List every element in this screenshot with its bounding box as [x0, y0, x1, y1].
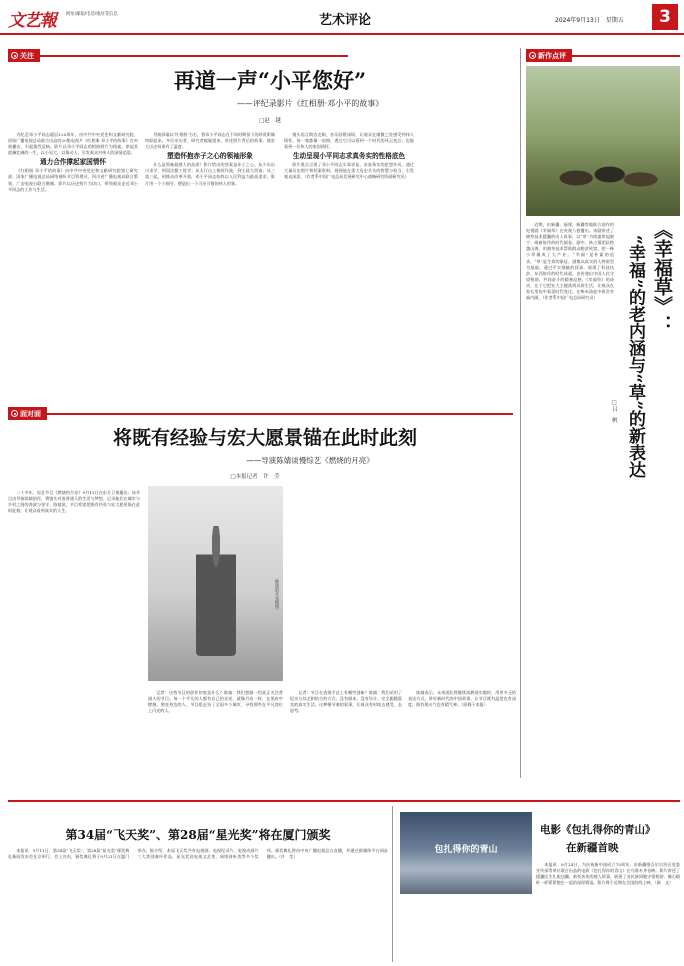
circle-bullet-icon	[11, 410, 18, 417]
interview-byline: □本报记者 许 莹	[230, 474, 280, 480]
sidebar-byline: □吕 帆	[611, 400, 617, 423]
subheading: 生动呈现小平同志求真务实的性格底色	[292, 152, 406, 161]
paragraph: 《红相册·邓小平的故事》由中共中央党史和文献研究院第七研究部、国家广播电视总局网络视听节目管理司、四川省广播电视局联合策划，广安电视台联合摄制。影片以历史照片为切口，带领观众走近邓小平同志的工作与生活。	[8, 168, 138, 192]
news-headline-shanhe: 电影《包扎得你的青山》	[540, 824, 656, 836]
paragraph: 二十多年，综艺节目《燃烧的月亮》9月13日在东方卫视播出。该节目由导演陈婧创作，将镜头对准普通人的生活与梦想，记录他们在城市与乡村之间的奔波与坚守。陈婧说，节目希望把既有经验与宏大愿景锚在此时此刻，让观众看到真实的人生。	[8, 490, 140, 514]
sidebar-text	[526, 222, 614, 762]
section-tag-label: 面对面	[20, 409, 41, 418]
masthead-info: 网址/邮箱/电话/地址等信息	[66, 12, 118, 17]
interview-column-4	[408, 690, 516, 795]
subheading: 通力合作撑起家国情怀	[40, 158, 106, 167]
bottom-divider	[8, 800, 680, 802]
sidebar-title-line-1: 《幸福草》：	[651, 220, 673, 334]
newspaper-logo: 文艺報	[8, 11, 56, 31]
article-column-3	[284, 132, 414, 412]
masthead-rule	[0, 33, 684, 35]
interview-column-3	[290, 690, 402, 795]
section-tag-label: 新作点评	[538, 51, 566, 60]
article-column-1	[8, 132, 138, 412]
section-title: 艺术评论	[318, 13, 371, 28]
column-divider	[520, 48, 521, 778]
subheading: 塑造怀抱赤子之心的领袖形象	[167, 152, 253, 161]
news-headline-shanhe-2: 在新疆首映	[566, 842, 619, 854]
news-text-shanhe	[400, 862, 680, 962]
section-rule	[47, 413, 513, 415]
sidebar-title-line-2: “幸福”的老内涵与“草”的新表达	[625, 235, 645, 479]
section-bar-xinzuo	[526, 49, 680, 62]
circle-bullet-icon	[11, 52, 18, 59]
news-text-feitian	[8, 848, 388, 960]
sidebar-photo	[526, 66, 680, 216]
paragraph: 记者：这档节目的创作初衷是什么？陈婧：我们想做一档真正关注普通人的节目。每一个平凡的人都有自己的光亮，就像月亮一样，在黑夜中燃烧，照亮身边的人。节目组走访了全国多个城市，寻找那些在平凡岗位上闪光的人。	[148, 690, 283, 714]
page-number-badge: 3	[652, 4, 678, 30]
news-headline-feitian: 第34届“飞天奖”、第28届“星光奖”将在厦门颁奖	[65, 828, 331, 842]
paragraph: 近期，由新疆、福建、新疆等地联合创作的电视剧《幸福草》在央视八套播出。该剧讲述了菌草技术援疆的动人故事，以“草”为线索串起闽宁、闽新协作的时代画卷。剧中，林占熺团队跨越山海，用菌草技术帮助群众脱贫致富，把一株小草做成了大产业。“幸福”是朴素的追求，“草”是生命的象征。剧集以真实的人物原型为基础，通过平实细腻的叙事，展现了科技扶贫、东西协作的时代成就，也传递出中国人民守望相助、共同奋斗的精神品格。《幸福草》的成功，在于它把宏大主题落到具体生活，让观众在家长里短中看见时代变迁，在柴米油盐中体会幸福内涵。（作者系中国广电总局研究员）	[526, 222, 614, 301]
interview-column-1	[8, 490, 140, 795]
issue-date: 2024年9月13日 星期五	[555, 17, 624, 24]
sidebar-vertical-title-2	[620, 235, 648, 605]
photo-figures	[536, 136, 670, 206]
paragraph: 什么是领袖最感人的品质？影片给出的答案是赤子之心。从少年出川求学，到留法勤工俭学；从太行山上指挥作战，到主政大西南；从三落三起，到推动改革开放，邓小平同志始终以人民利益为最高追求。影片用一个个细节，塑造出一个可亲可敬的伟人形象。	[145, 162, 275, 186]
paragraph: 记者：节目在表现手法上有哪些创新？陈婧：我们采用了纪实与综艺相结合的方式，没有剧本，没有设计，完全跟随嘉宾的真实生活。这种慢节奏的叙事，让观众有时间去感受、去思考。	[290, 690, 402, 714]
interview-subheadline: ——导演陈婧谈慢综艺《燃烧的月亮》	[246, 456, 374, 465]
paragraph: 陈婧表示，未来团队将继续深耕现实题材，用更多元的表达方式，讲好新时代的中国故事，让节目既有温度也有深度，既有烟火气也有精气神。（原载于本报）	[408, 690, 516, 708]
photo-caption: （燃烧的月亮剧照）	[275, 576, 280, 612]
section-rule	[572, 55, 680, 57]
interview-headline: 将既有经验与宏大愿景锚在此时此刻	[112, 427, 417, 449]
section-rule	[40, 55, 348, 57]
section-tag-label: 关注	[20, 51, 34, 60]
article-byline: □赵 越	[259, 118, 281, 124]
paragraph: 导演郭瑜以‘红相册’为名，将邓小平同志在不同时期留下的珍贵影像串联起来。多位亲历者、研究者娓娓道来，讲述照片背后的故事，使宏大历史叙事有了温度。	[145, 132, 275, 150]
column-divider	[392, 806, 393, 962]
article-headline: 再道一声“小平您好”	[173, 68, 367, 93]
article-column-2	[145, 132, 275, 412]
paragraph: 本报讯 8月24日，为庆祝新中国成立75周年，由新疆维吾尔自治区党委宣传部等单位联合出品的电影《包扎得你的青山》在乌鲁木齐首映。影片讲述了援疆医生扎根边疆、救死扶伤的感人故事，展现了各民族同胞守望相助、像石榴籽一样紧紧抱在一起的深厚情谊。影片将于近期在全国院线上映。（新 文）	[536, 862, 680, 886]
photo-person	[196, 526, 236, 656]
paragraph: 镜头语言简洁克制，音乐舒缓深情，让观众在细微之处感受到伟人情怀。每一集都像一扇窗，透过它可以看到一个时代的风云变幻，也能看到一位伟人的家国情怀。	[284, 132, 414, 150]
masthead	[0, 0, 684, 40]
article-subheadline: ——评纪录影片《红相册·邓小平的故事》	[236, 99, 384, 108]
section-tag-guanzhu	[8, 49, 40, 62]
paragraph: 影片重点呈现了邓小平同志实事求是、求真务实的思想作风，通过大量历史照片和档案资料，展现他在重大历史关头的智慧与担当，引发观众深思。（作者系中国广电总局发展研究中心战略研究所副研究员）	[284, 162, 414, 180]
interview-column-2	[148, 690, 283, 795]
section-bar-mianduimian	[8, 407, 513, 420]
sidebar-vertical-title	[646, 220, 676, 570]
paragraph: 本报讯 9月11日，第34届“飞天奖”、第28届“星光奖”颁奖典礼新闻发布会在京举行。会上宣布，颁奖典礼将于9月21日在厦门举办。据介绍，本届飞天奖共有电视剧、电视纪录片、电视动画片三大类别参评作品，星光奖设电视文艺类、网络视听类等多个奖项。颁奖典礼将由中央广播电视总台直播，并通过新媒体平台同步播出。（许 莹）	[8, 848, 388, 860]
paragraph: 为纪念邓小平同志诞辰120周年，由中共中央党史和文献研究院、国家广播电视总局联合出品的20集电视片《红相册·邓小平的故事》在央视播出，引起强烈反响。影片以邓小平同志的相册照片为线索，串起其波澜壮阔的一生，以小见大，以情动人，引发观众对伟人的深情追思。	[8, 132, 138, 156]
section-bar-guanzhu	[8, 49, 348, 62]
circle-bullet-icon	[529, 52, 536, 59]
interview-photo	[148, 486, 283, 681]
section-tag-mianduimian	[8, 407, 47, 420]
section-tag-xinzuo	[526, 49, 572, 62]
poster-title: 包扎得你的青山	[434, 845, 498, 855]
